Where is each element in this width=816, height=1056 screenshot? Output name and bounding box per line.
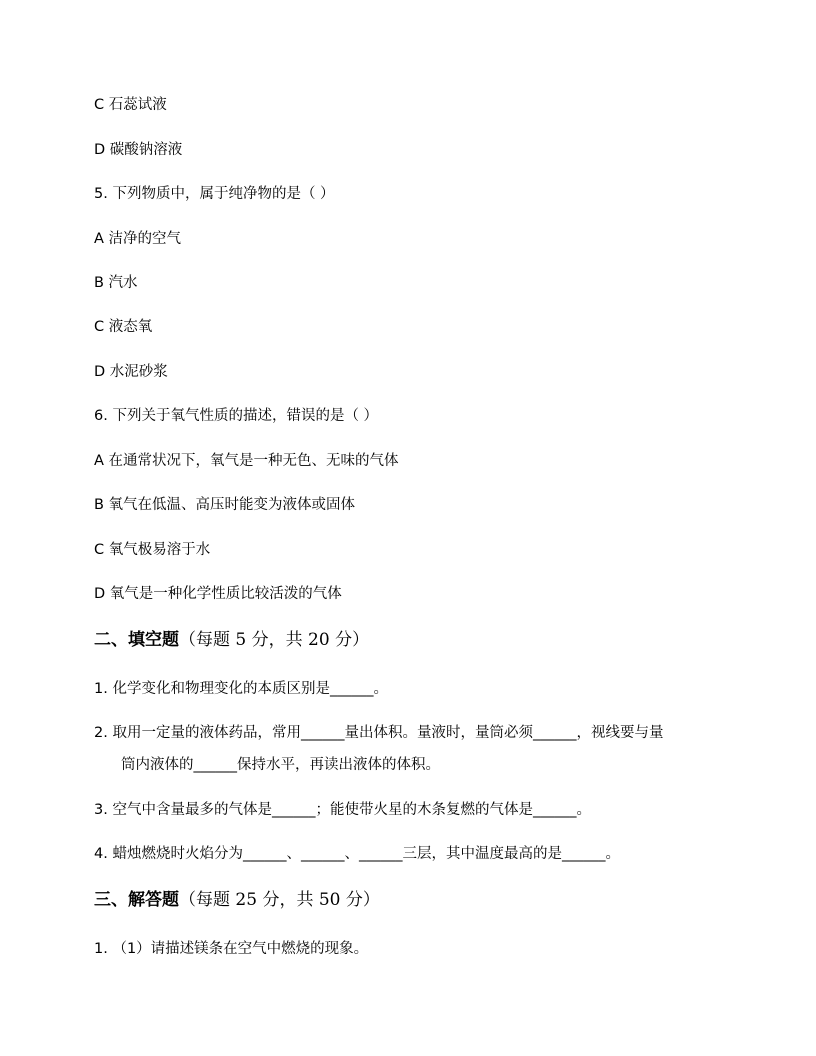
section-2-heading	[94, 628, 369, 652]
question-6: 6. 下列关于氧气性质的描述，错误的是（ ）	[94, 408, 379, 424]
q6-option-c: C 氧气极易溶于水	[94, 542, 211, 558]
section-3-title: 三、解答题	[94, 890, 179, 910]
section-2-note: （每题 5 分，共 20 分）	[179, 630, 370, 650]
q6-option-a: A 在通常状况下，氧气是一种无色、无味的气体	[94, 453, 399, 469]
section-2-title: 二、填空题	[94, 630, 179, 650]
fill-question-3: 3. 空气中含量最多的气体是______；能使带火星的木条复燃的气体是______。	[94, 802, 591, 818]
q5-option-b: B 汽水	[94, 275, 138, 291]
fill-question-2-continued: 筒内液体的______保持水平，再读出液体的体积。	[121, 757, 440, 773]
option-d-sodium-carbonate: D 碳酸钠溶液	[94, 142, 183, 158]
q5-option-a: A 洁净的空气	[94, 231, 182, 247]
fill-question-2: 2. 取用一定量的液体药品，常用______量出体积。量液时，量筒必须______，视线要与量	[94, 725, 664, 741]
section-3-heading	[94, 888, 380, 912]
q6-option-d: D 氧气是一种化学性质比较活泼的气体	[94, 586, 342, 602]
answer-question-1: 1. （1）请描述镁条在空气中燃烧的现象。	[94, 941, 369, 957]
section-3-note: （每题 25 分，共 50 分）	[179, 890, 380, 910]
q5-option-d: D 水泥砂浆	[94, 364, 168, 380]
fill-question-4: 4. 蜡烛燃烧时火焰分为______、______、______三层，其中温度最高的是______。	[94, 846, 620, 862]
fill-question-1: 1. 化学变化和物理变化的本质区别是______。	[94, 681, 388, 697]
option-c-litmus: C 石蕊试液	[94, 97, 167, 113]
q6-option-b: B 氧气在低温、高压时能变为液体或固体	[94, 497, 356, 513]
question-5: 5. 下列物质中，属于纯净物的是（ ）	[94, 186, 335, 202]
q5-option-c: C 液态氧	[94, 319, 153, 335]
